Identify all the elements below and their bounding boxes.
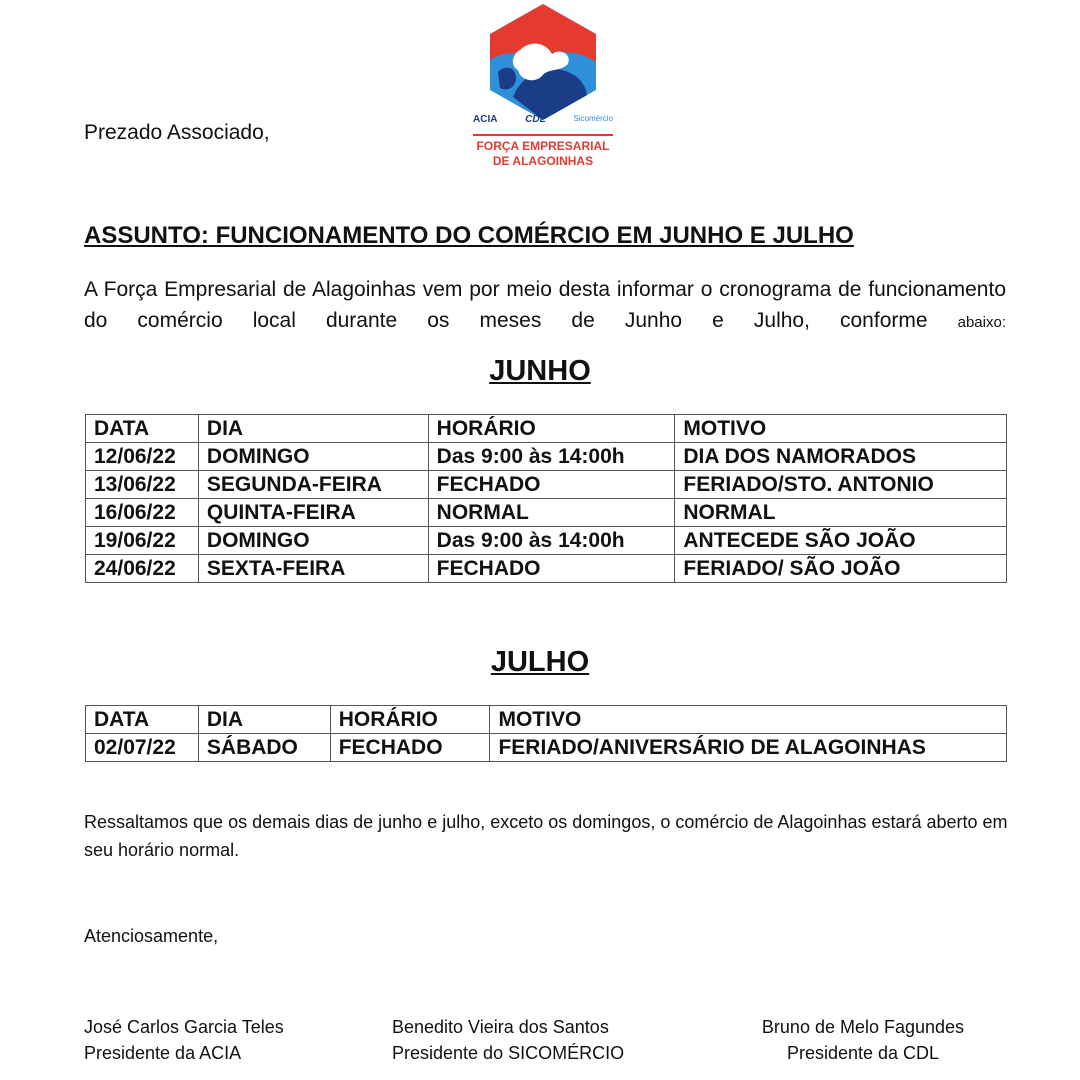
intro-paragraph [84, 274, 1006, 338]
cell-dia: DOMINGO [198, 527, 428, 555]
cell-motivo: DIA DOS NAMORADOS [675, 443, 1007, 471]
cell-motivo: FERIADO/ANIVERSÁRIO DE ALAGOINHAS [490, 734, 1007, 762]
table-header-row [86, 415, 1007, 443]
signature-role: Presidente da CDL [786, 1043, 940, 1063]
cell-horario: NORMAL [428, 499, 675, 527]
header-dia: DIA [198, 706, 330, 734]
cell-data: 16/06/22 [86, 499, 199, 527]
signature-name: Benedito Vieira dos Santos [392, 1017, 609, 1037]
cell-horario: FECHADO [428, 555, 675, 583]
logo-title [468, 139, 618, 169]
header-motivo: MOTIVO [675, 415, 1007, 443]
table-row [86, 734, 1007, 762]
cell-motivo: ANTECEDE SÃO JOÃO [675, 527, 1007, 555]
table-row [86, 555, 1007, 583]
logo-divider [473, 134, 613, 136]
logo-brand-cdl: CDL [525, 114, 546, 125]
cell-horario: FECHADO [428, 471, 675, 499]
cell-dia: SEGUNDA-FEIRA [198, 471, 428, 499]
cell-horario: FECHADO [330, 734, 490, 762]
header-horario: HORÁRIO [330, 706, 490, 734]
regards: Atenciosamente, [84, 926, 219, 946]
cell-motivo: FERIADO/ SÃO JOÃO [675, 555, 1007, 583]
logo-brand-acia: ACIA [473, 114, 498, 125]
header-dia: DIA [198, 415, 428, 443]
header-data: DATA [86, 415, 199, 443]
cell-motivo: NORMAL [675, 499, 1007, 527]
table-header-row [86, 706, 1007, 734]
intro-text: A Força Empresarial de Alagoinhas vem por meio desta informar o cronograma de funcionamento do comércio local durante os meses de Junho e Julho, conforme [84, 278, 1006, 332]
logo-brands [473, 114, 613, 125]
signature-role: Presidente da ACIA [84, 1043, 242, 1063]
closing-note: Ressaltamos que os demais dias de junho e julho, exceto os domingos, o comércio de Alagoinhas estará aberto em seu horário normal. [84, 812, 1008, 860]
signature-role: Presidente do SICOMÉRCIO [392, 1043, 625, 1063]
cell-horario: Das 9:00 às 14:00h [428, 527, 675, 555]
julho-schedule-table [85, 705, 1007, 762]
subject-heading: ASSUNTO: FUNCIONAMENTO DO COMÉRCIO EM JUNHO E JULHO [84, 222, 854, 249]
signature-acia [84, 1014, 284, 1066]
header-motivo: MOTIVO [490, 706, 1007, 734]
cell-dia: QUINTA-FEIRA [198, 499, 428, 527]
junho-schedule-table [85, 414, 1007, 583]
header-data: DATA [86, 706, 199, 734]
forca-empresarial-logo [468, 2, 618, 174]
cell-data: 12/06/22 [86, 443, 199, 471]
table-row [86, 471, 1007, 499]
cell-data: 24/06/22 [86, 555, 199, 583]
logo-brand-sicomercio: Sicomércio [573, 114, 613, 123]
cell-data: 19/06/22 [86, 527, 199, 555]
junho-title: JUNHO [489, 355, 591, 387]
cell-data: 13/06/22 [86, 471, 199, 499]
table-row [86, 527, 1007, 555]
header-horario: HORÁRIO [428, 415, 675, 443]
signature-cdl [740, 1014, 986, 1066]
logo-title-line1: FORÇA EMPRESARIAL [476, 139, 610, 153]
cell-horario: Das 9:00 às 14:00h [428, 443, 675, 471]
signature-name: Bruno de Melo Fagundes [761, 1017, 965, 1037]
cell-data: 02/07/22 [86, 734, 199, 762]
table-row [86, 499, 1007, 527]
table-row [86, 443, 1007, 471]
cell-dia: DOMINGO [198, 443, 428, 471]
greeting: Prezado Associado, [84, 121, 270, 144]
julho-title: JULHO [490, 646, 590, 678]
intro-tail: abaixo: [957, 314, 1006, 331]
signature-name: José Carlos Garcia Teles [84, 1017, 284, 1037]
cell-motivo: FERIADO/STO. ANTONIO [675, 471, 1007, 499]
signature-sicomercio [392, 1014, 624, 1066]
cell-dia: SÁBADO [198, 734, 330, 762]
logo-title-line2: DE ALAGOINHAS [492, 154, 594, 168]
cell-dia: SEXTA-FEIRA [198, 555, 428, 583]
